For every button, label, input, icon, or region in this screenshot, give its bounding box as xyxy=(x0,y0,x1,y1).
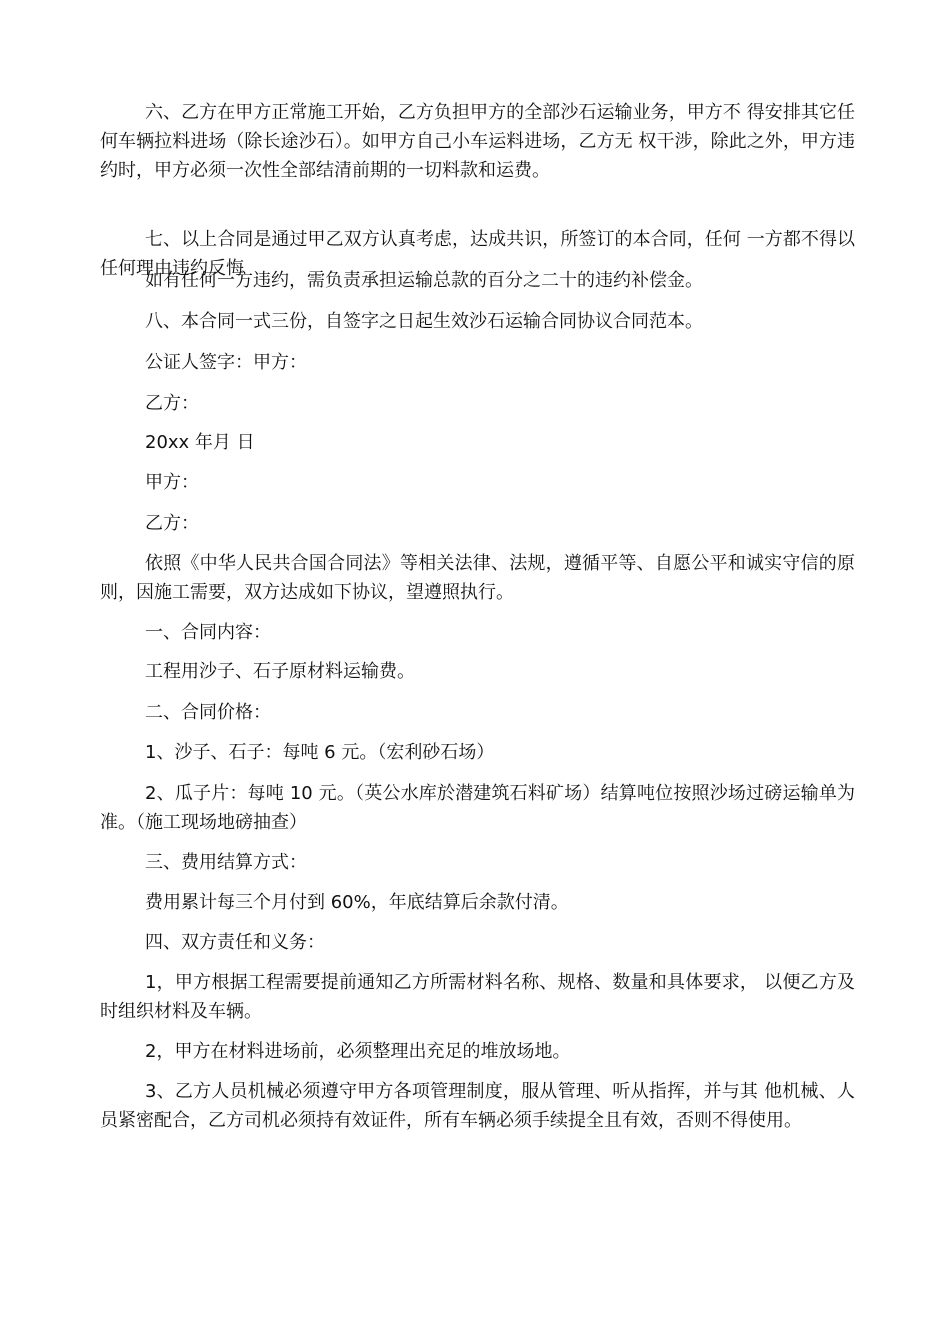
heading-responsibilities: 四、双方责任和义务： xyxy=(145,932,325,953)
paragraph-breach-penalty: 如有任何一方违约，需负责承担运输总款的百分之二十的违约补偿金。 xyxy=(145,270,703,291)
paragraph-preamble: 依照《中华人民共合国合同法》等相关法律、法规，遵循平等、自愿公平和诚实守信的原则，因施工需要，双方达成如下协议，望遵照执行。 xyxy=(100,553,855,603)
heading-contract-content: 一、合同内容： xyxy=(145,622,271,643)
paragraph-article-7: 七、以上合同是通过甲乙双方认真考虑，达成共识，所签订的本合同，任何 一方都不得以任何理由违约反悔 xyxy=(100,229,855,279)
responsibility-item-3: 3、乙方人员机械必须遵守甲方各项管理制度，服从管理、听从指挥，并与其 他机械、人员紧密配合，乙方司机必须持有效证件，所有车辆必须手续提全且有效，否则不得使用。 xyxy=(100,1081,855,1131)
price-item-2: 2、瓜子片：每吨 10 元。（英公水库於潜建筑石料矿场）结算吨位按照沙场过磅运输单为准。（施工现场地磅抽查） xyxy=(100,783,855,833)
party-a-line: 甲方： xyxy=(145,472,199,493)
notary-signature-line: 公证人签字：甲方： xyxy=(145,352,307,373)
paragraph-settlement: 费用累计每三个月付到 60%，年底结算后余款付清。 xyxy=(145,892,569,913)
date-line: 20xx 年月 日 xyxy=(145,432,255,453)
party-b-signature-line: 乙方： xyxy=(145,393,199,414)
responsibility-item-2: 2，甲方在材料进场前，必须整理出充足的堆放场地。 xyxy=(145,1041,571,1062)
paragraph-article-8: 八、本合同一式三份，自签字之日起生效沙石运输合同协议合同范本。 xyxy=(145,311,703,332)
paragraph-article-6: 六、乙方在甲方正常施工开始，乙方负担甲方的全部沙石运输业务，甲方不 得安排其它任何车辆拉料进场（除长途沙石）。如甲方自己小车运料进场，乙方无 权干涉，除此之外，甲方违约时，甲方必须一次性全部结清前期的一切料款和运费。 xyxy=(100,102,855,181)
paragraph-contract-content: 工程用沙子、石子原材料运输费。 xyxy=(145,661,415,682)
price-item-1: 1、沙子、石子：每吨 6 元。（宏利砂石场） xyxy=(145,742,495,763)
heading-contract-price: 二、合同价格： xyxy=(145,702,271,723)
heading-settlement: 三、费用结算方式： xyxy=(145,852,307,873)
responsibility-item-1: 1，甲方根据工程需要提前通知乙方所需材料名称、规格、数量和具体要求， 以便乙方及时组织材料及车辆。 xyxy=(100,972,855,1022)
party-b-line: 乙方： xyxy=(145,513,199,534)
